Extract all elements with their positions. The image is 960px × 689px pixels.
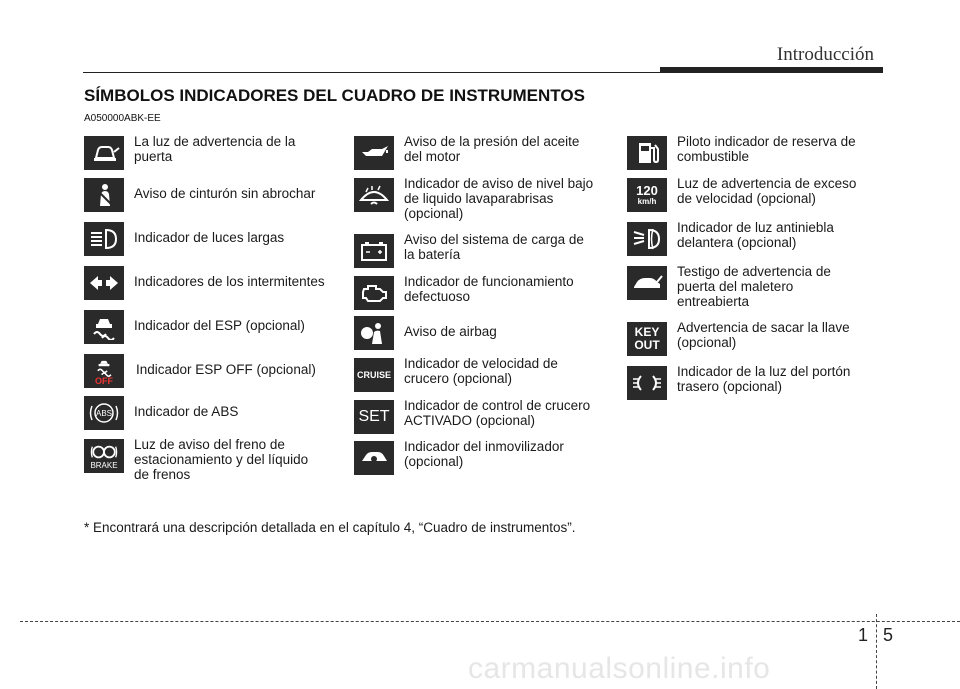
washer-fluid-icon (354, 178, 394, 212)
brake-icon (84, 439, 124, 473)
indicator-label: Luz de advertencia de exceso de velocidad (opcional) (677, 176, 857, 206)
indicator-washer-fluid (354, 176, 593, 221)
cruise-icon (354, 358, 394, 392)
esp-icon (84, 310, 124, 344)
set-text: SET (358, 408, 390, 425)
overspeed-icon (627, 178, 667, 212)
indicator-label: Indicador del inmovilizador (opcional) (404, 439, 564, 469)
check-engine-icon (354, 276, 394, 310)
footer-separator (876, 614, 877, 689)
indicator-cruise (354, 356, 558, 392)
key-out-subtext: OUT (634, 338, 660, 352)
indicator-abs (84, 394, 238, 430)
watermark-text: carmanualsonline.info (468, 652, 771, 685)
tailgate-lamp-icon (627, 366, 667, 400)
footer-rule (20, 621, 960, 622)
indicator-label: Indicador de velocidad de crucero (opcional) (404, 356, 558, 386)
header-rule-accent (660, 67, 883, 73)
door-ajar-icon (84, 136, 124, 170)
key-out-icon (627, 322, 667, 356)
abs-icon (84, 396, 124, 430)
indicator-label: Indicador de ABS (134, 404, 239, 419)
indicator-label: Indicador de luces largas (134, 230, 285, 245)
overspeed-text: 120 (636, 183, 658, 198)
indicator-esp (84, 308, 305, 344)
indicator-label: Indicador de funcionamiento defectuoso (404, 274, 574, 304)
indicator-check-engine (354, 274, 574, 310)
indicator-label: Aviso de cinturón sin abrochar (134, 186, 316, 201)
indicator-label: Testigo de advertencia de puerta del maletero entreabierta (677, 264, 831, 309)
fuel-icon (627, 136, 667, 170)
section-code: A050000ABK-EE (84, 113, 161, 124)
oil-pressure-icon (354, 136, 394, 170)
indicator-airbag (354, 314, 497, 350)
immobilizer-icon (354, 441, 394, 475)
indicator-label: Indicador del ESP (opcional) (134, 318, 305, 333)
set-icon (354, 400, 394, 434)
indicator-label: Indicador de luz antiniebla delantera (opcional) (677, 220, 834, 250)
section-title: SÍMBOLOS INDICADORES DEL CUADRO DE INSTRUMENTOS (84, 86, 585, 105)
esp-off-text: OFF (95, 375, 113, 386)
turn-signal-icon (84, 266, 124, 300)
indicator-oil-pressure (354, 134, 579, 170)
indicator-trunk-open (627, 264, 831, 309)
indicator-label: Indicador de la luz del portón trasero (opcional) (677, 364, 851, 394)
indicator-battery (354, 232, 584, 268)
page-number: 5 (883, 625, 894, 645)
footnote: * Encontrará una descripción detallada en el capítulo 4, “Cuadro de instrumentos”. (84, 520, 576, 535)
front-fog-icon (627, 222, 667, 256)
indicator-key-out (627, 320, 850, 356)
indicator-label: Aviso de la presión del aceite del motor (404, 134, 580, 164)
indicator-front-fog (627, 220, 834, 256)
indicator-label: Piloto indicador de reserva de combustible (677, 134, 856, 164)
esp-off-icon (84, 354, 124, 388)
indicator-door-ajar (84, 134, 334, 170)
indicator-tailgate-lamp (627, 364, 850, 400)
running-header-title: Introducción (776, 44, 874, 65)
trunk-open-icon (627, 266, 667, 300)
indicator-esp-off (84, 352, 316, 388)
indicator-seatbelt (84, 176, 315, 212)
abs-text: ABS (95, 408, 112, 418)
indicator-label: Advertencia de sacar la llave (opcional) (677, 320, 850, 350)
indicator-label: Aviso de airbag (404, 324, 497, 339)
key-out-text: KEY (634, 325, 660, 339)
indicator-overspeed (627, 176, 877, 212)
indicator-turn-signals (84, 264, 325, 300)
indicator-brake (84, 437, 308, 482)
indicator-set (354, 398, 590, 434)
cruise-text: CRUISE (356, 370, 391, 380)
brake-text: BRAKE (90, 460, 118, 470)
indicator-immobilizer (354, 439, 564, 475)
indicator-high-beam (84, 220, 284, 256)
airbag-icon (354, 316, 394, 350)
indicator-label: Luz de aviso del freno de estacionamiento y del líquido de frenos (134, 437, 309, 482)
indicator-label: Indicador de control de crucero ACTIVADO (opcional) (404, 398, 591, 428)
overspeed-unit: km/h (637, 197, 657, 206)
indicator-label: Indicador de aviso de nivel bajo de liquido lavaparabrisas (opcional) (404, 176, 594, 221)
high-beam-icon (84, 222, 124, 256)
page-chapter: 1 (858, 625, 869, 645)
indicator-label: Indicadores de los intermitentes (134, 274, 325, 289)
indicator-label: Aviso del sistema de carga de la batería (404, 232, 584, 262)
battery-icon (354, 234, 394, 268)
indicator-fuel (627, 134, 856, 170)
indicator-label: Indicador ESP OFF (opcional) (136, 362, 316, 377)
indicator-label: La luz de advertencia de la puerta (134, 134, 296, 164)
seatbelt-icon (84, 178, 124, 212)
